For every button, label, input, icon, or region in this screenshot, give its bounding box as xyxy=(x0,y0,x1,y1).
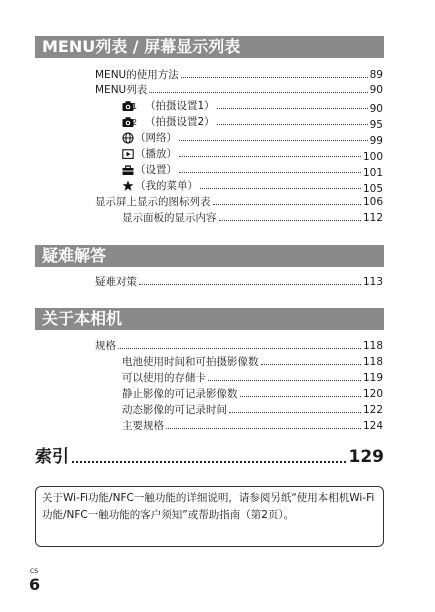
toc-page-number: 106 xyxy=(362,196,383,208)
dot-leader xyxy=(213,195,361,205)
network-icon xyxy=(122,132,134,144)
dot-leader xyxy=(219,211,361,221)
toc-page-number: 90 xyxy=(369,103,383,115)
toc-page-number: 113 xyxy=(362,276,383,288)
dot-leader xyxy=(179,131,368,141)
toc-page-number: 112 xyxy=(362,212,383,224)
setup-toolbox-icon xyxy=(122,164,134,176)
language-code: CS xyxy=(30,568,38,575)
dot-leader xyxy=(181,68,368,78)
dot-leader xyxy=(166,419,361,429)
toc-page-number: 95 xyxy=(369,119,383,131)
toc-entry-shooting-settings-1[interactable] xyxy=(122,99,383,113)
toc-entry-label: 静止影像的可记录影像数 xyxy=(122,388,238,400)
toc-entry-movie-time[interactable] xyxy=(122,403,383,417)
toc-entry-network[interactable] xyxy=(122,131,383,145)
toc-entry-main-specs[interactable] xyxy=(122,419,383,433)
toc-page-number: 89 xyxy=(369,69,383,81)
toc-entry-label: 疑难对策 xyxy=(95,276,137,288)
toc-entry-label: 动态影像的可记录时间 xyxy=(122,404,227,416)
toc-page-number: 118 xyxy=(362,340,383,352)
toc-entry-shooting-settings-2[interactable] xyxy=(122,115,383,129)
toc-entry-menu-usage[interactable] xyxy=(95,68,383,82)
toc-entry-specifications[interactable] xyxy=(95,339,383,353)
toc-page-number: 120 xyxy=(362,388,383,400)
toc-entry-menu-list[interactable] xyxy=(95,83,383,97)
toc-entry-label: （拍摄设置2） xyxy=(145,116,215,128)
wifi-nfc-note-box xyxy=(35,486,384,547)
toc-entry-label: （拍摄设置1） xyxy=(145,100,215,112)
dot-leader xyxy=(229,403,361,413)
toc-page-number: 105 xyxy=(362,183,383,195)
toc-page-number: 99 xyxy=(369,135,383,147)
toc-page-number: 119 xyxy=(362,372,383,384)
section-header-about-camera: 关于本相机 xyxy=(35,308,384,330)
index-page-number: 129 xyxy=(348,447,384,467)
note-text: 关于Wi-Fi功能/NFC一触功能的详细说明，请参阅另纸“使用本相机Wi-Fi功能/NFC一触功能的客户须知”或帮助指南（第2页）。 xyxy=(42,492,375,521)
toc-page-number: 101 xyxy=(362,167,383,179)
toc-entry-label: （播放） xyxy=(135,148,177,160)
dot-leader xyxy=(139,275,361,285)
camera-number: 2 xyxy=(132,118,138,127)
toc-page-number: 124 xyxy=(362,420,383,432)
toc-entry-label: 电池使用时间和可拍摄影像数 xyxy=(122,356,259,368)
playback-icon xyxy=(122,148,134,160)
toc-entry-setup[interactable] xyxy=(122,163,383,177)
page-number: 6 xyxy=(29,575,41,594)
toc-entry-label: （我的菜单） xyxy=(135,180,198,192)
toc-entry-label: 规格 xyxy=(95,340,116,352)
section-header-menu: MENU列表 / 屏幕显示列表 xyxy=(35,36,384,58)
dot-leader xyxy=(200,179,361,189)
dot-leader xyxy=(217,99,368,109)
camera-number: 1 xyxy=(132,102,138,111)
dot-leader xyxy=(240,387,361,397)
toc-page-number: 90 xyxy=(369,84,383,96)
toc-entry-troubleshooting[interactable] xyxy=(95,275,383,289)
toc-entry-monitor-icons[interactable] xyxy=(95,195,383,209)
toc-entry-label: （设置） xyxy=(135,164,177,176)
toc-entry-playback[interactable] xyxy=(122,147,383,161)
dot-leader xyxy=(179,147,361,157)
camera-1-icon xyxy=(122,100,144,112)
section-header-troubleshooting: 疑难解答 xyxy=(35,245,384,267)
toc-entry-my-menu[interactable] xyxy=(122,179,383,193)
toc-entry-label: （网络） xyxy=(135,132,177,144)
toc-entry-display-panel[interactable] xyxy=(122,211,383,225)
toc-page-number: 100 xyxy=(362,151,383,163)
dot-leader xyxy=(149,83,367,93)
toc-entry-label: 可以使用的存储卡 xyxy=(122,372,206,384)
toc-entry-label: MENU的使用方法 xyxy=(95,69,179,81)
index-label: 索引 xyxy=(35,447,69,467)
star-icon xyxy=(122,180,134,192)
toc-page-number: 122 xyxy=(362,404,383,416)
dot-leader xyxy=(72,446,346,463)
dot-leader xyxy=(118,339,361,349)
toc-entry-still-images[interactable] xyxy=(122,387,383,401)
toc-entry-label: 主要规格 xyxy=(122,420,164,432)
camera-2-icon xyxy=(122,116,144,128)
dot-leader xyxy=(261,355,361,365)
toc-entry-label: 显示屏上显示的图标列表 xyxy=(95,196,211,208)
toc-entry-battery-life[interactable] xyxy=(122,355,383,369)
dot-leader xyxy=(217,115,368,125)
toc-entry-index[interactable] xyxy=(35,446,384,468)
dot-leader xyxy=(208,371,361,381)
toc-page-number: 118 xyxy=(362,356,383,368)
toc-entry-memory-cards[interactable] xyxy=(122,371,383,385)
dot-leader xyxy=(179,163,361,173)
toc-entry-label: MENU列表 xyxy=(95,84,148,96)
toc-entry-label: 显示面板的显示内容 xyxy=(122,212,217,224)
